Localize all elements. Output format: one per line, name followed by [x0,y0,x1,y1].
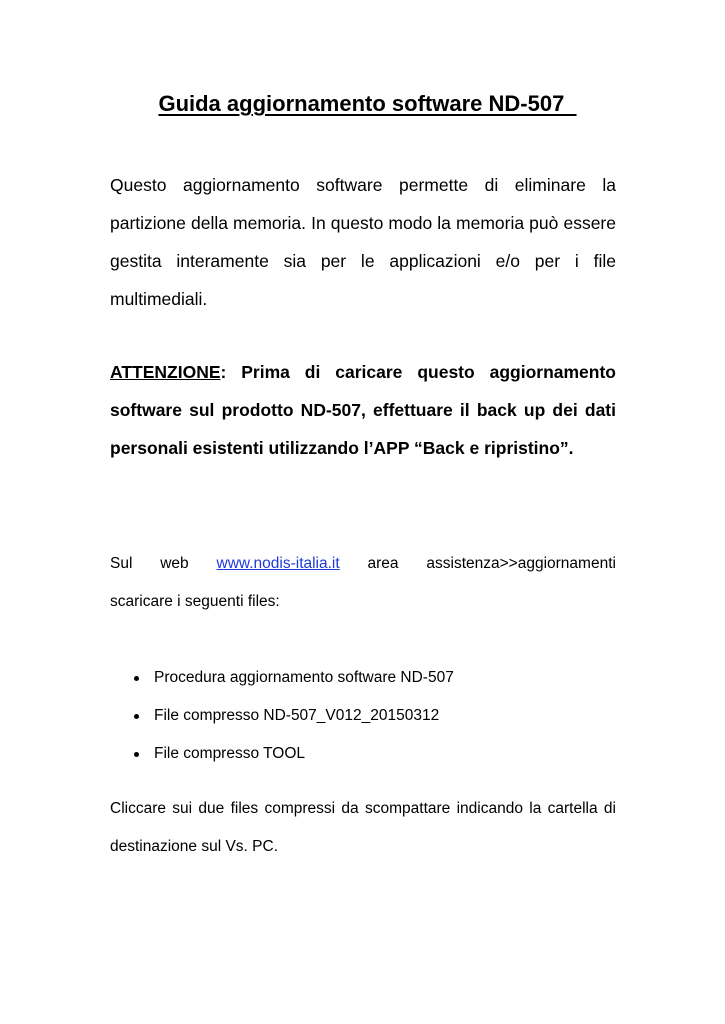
download-instructions-line-2: scaricare i seguenti files: [110,593,280,610]
list-item-label: File compresso ND-507_V012_20150312 [154,707,440,724]
list-item [110,735,616,773]
bullet-icon [134,752,139,757]
warning-label: ATTENZIONE [110,362,221,382]
word-web: web [160,555,189,572]
warning-paragraph [110,353,616,467]
warning-text: : Prima di caricare questo aggiornamento software sul prodotto ND-507, effettuare il back up dei dati personali esistenti utilizzando l’APP “Back e ripristino”. [110,362,616,458]
intro-paragraph: Questo aggiornamento software permette di eliminare la partizione della memoria. In questo modo la memoria può essere gestita interamente sia per le applicazioni e/o per i file multimediali. [110,175,616,309]
bullet-icon [134,714,139,719]
word-sul: Sul [110,555,133,572]
list-item-label: Procedura aggiornamento software ND-507 [154,669,454,686]
word-area: area [367,555,399,572]
download-instructions-line-1 [110,545,616,583]
list-item-label: File compresso TOOL [154,745,306,762]
download-instructions [110,545,616,621]
document-title: Guida aggiornamento software ND-507 [158,91,577,116]
support-path-text: assistenza>>aggiornamenti [426,555,616,572]
closing-paragraph: Cliccare sui due files compressi da scompattare indicando la cartella di destinazione sul Vs. PC. [110,800,616,855]
list-item [110,659,616,697]
nodis-website-link[interactable]: www.nodis-italia.it [216,555,340,572]
bullet-icon [134,676,139,681]
files-list [110,659,616,773]
list-item [110,697,616,735]
